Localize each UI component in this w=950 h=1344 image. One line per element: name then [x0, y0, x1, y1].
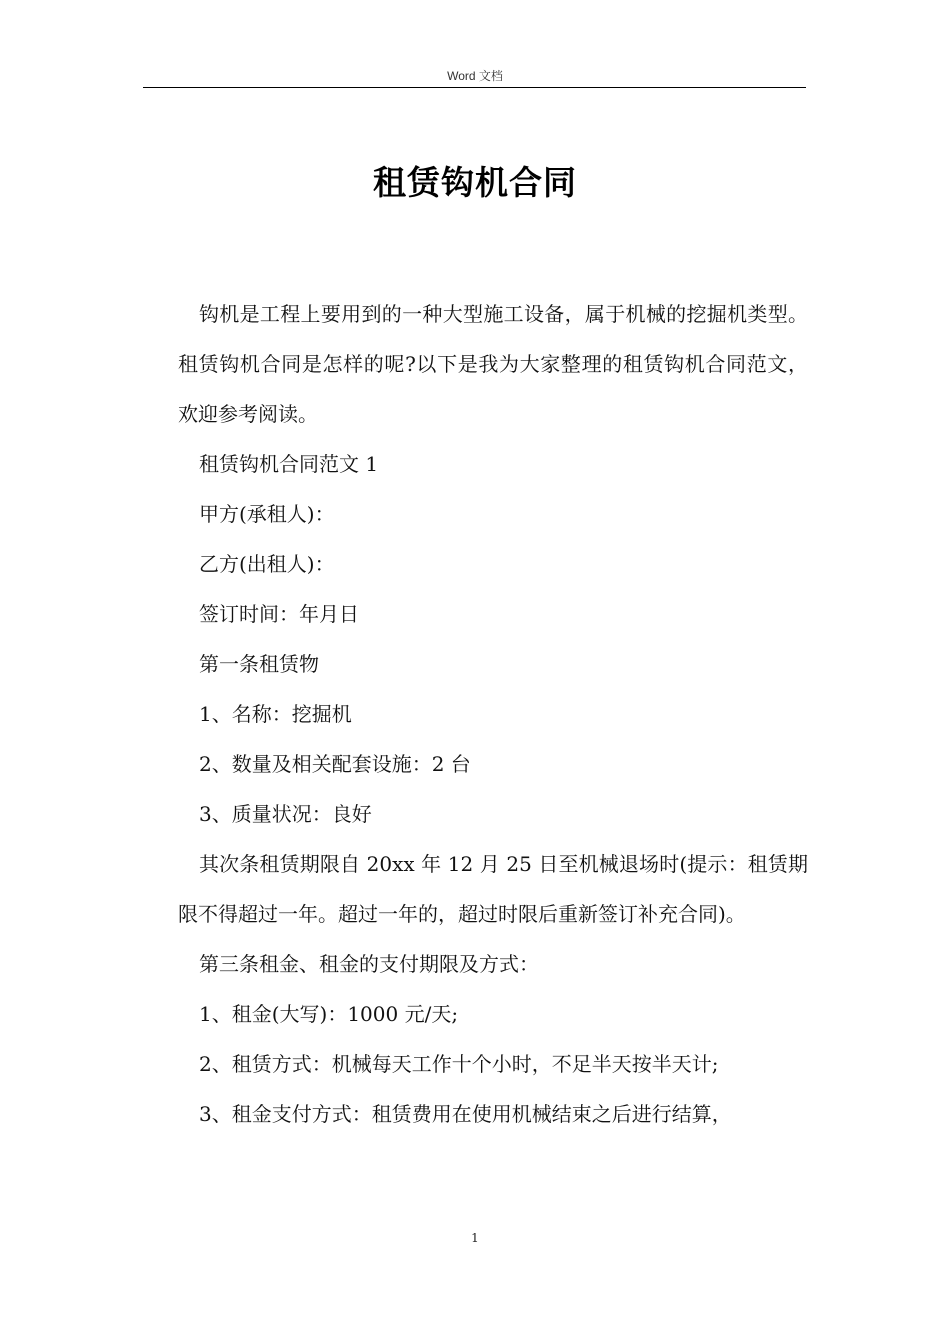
article-3-item-3: 3、租金支付方式：租赁费用在使用机械结束之后进行结算，	[199, 1102, 732, 1126]
intro-paragraph: 钩机是工程上要用到的一种大型施工设备，属于机械的挖掘机类型。租赁钩机合同是怎样的呢?以下是我为大家整理的租赁钩机合同范文，欢迎参考阅读。	[178, 302, 808, 426]
article-1-heading: 第一条租赁物	[199, 652, 319, 676]
document-title: 租赁钩机合同	[373, 163, 577, 202]
article-3-item-2: 2、租赁方式：机械每天工作十个小时，不足半天按半天计;	[199, 1052, 719, 1076]
signing-date-line: 签订时间：年月日	[199, 602, 359, 626]
article-1-item-2: 2、数量及相关配套设施：2 台	[199, 752, 471, 776]
article-3-item-1: 1、租金(大写)：1000 元/天;	[199, 1002, 459, 1026]
header-divider	[143, 87, 806, 88]
article-1-item-3: 3、质量状况：良好	[199, 802, 372, 826]
party-a-line: 甲方(承租人)：	[199, 502, 335, 526]
article-2-paragraph: 其次条租赁期限自 20xx 年 12 月 25 日至机械退场时(提示：租赁期限不得超过一年。超过一年的，超过时限后重新签订补充合同)。	[178, 852, 808, 926]
article-3-heading: 第三条租金、租金的支付期限及方式：	[199, 952, 539, 976]
page-number: 1	[471, 1231, 479, 1245]
document-body	[178, 289, 808, 1139]
party-b-line: 乙方(出租人)：	[199, 552, 335, 576]
page-header-label: Word 文档	[447, 69, 503, 83]
article-1-item-1: 1、名称：挖掘机	[199, 702, 352, 726]
section-heading: 租赁钩机合同范文 1	[199, 452, 379, 476]
